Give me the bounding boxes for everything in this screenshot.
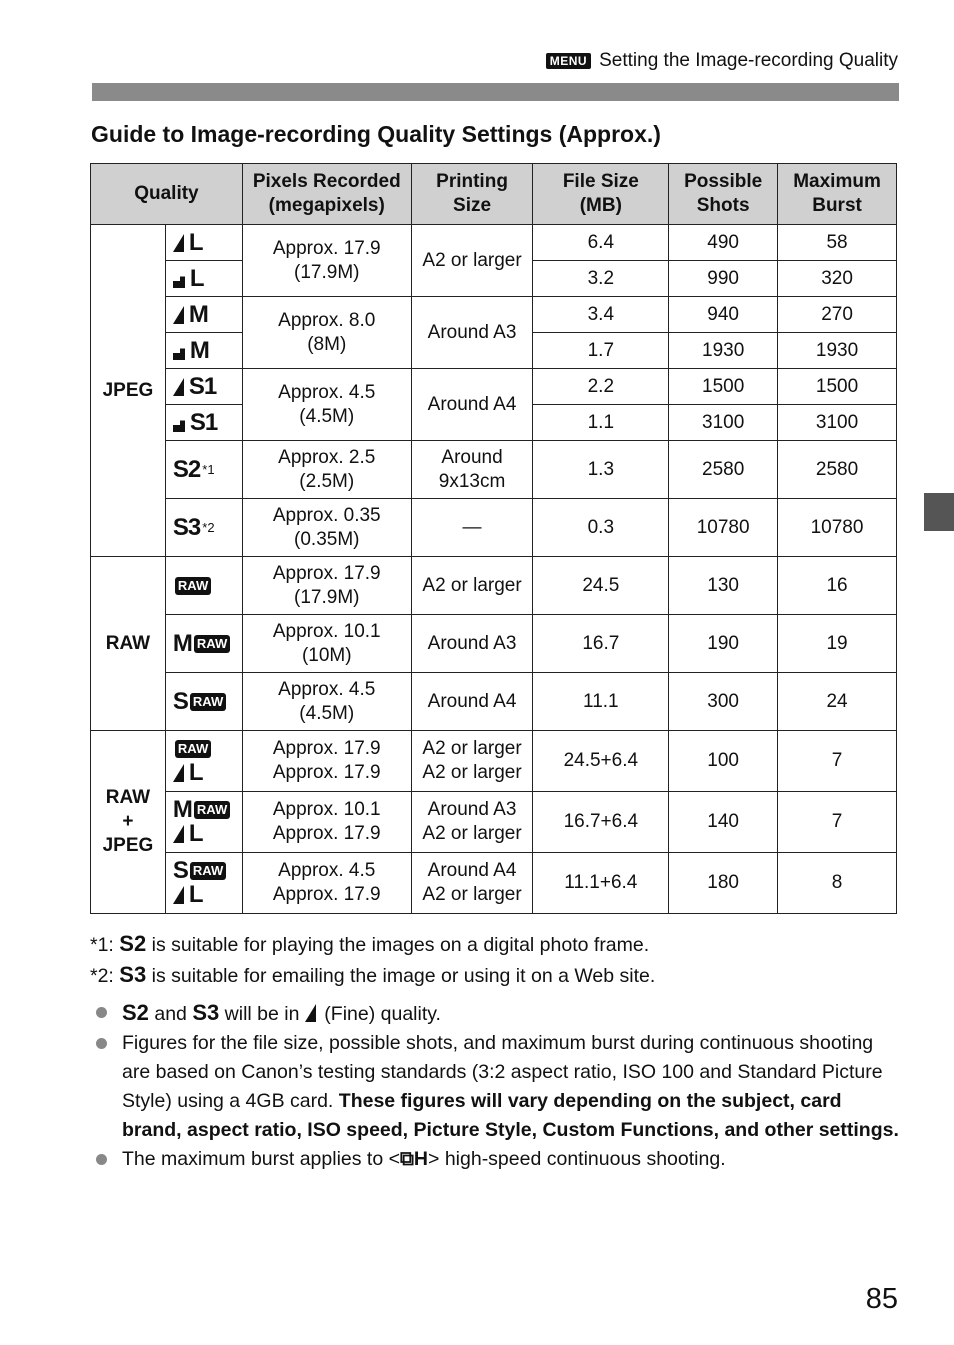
cell-text: 10780 [810,516,864,538]
cell-text: 11.1 [583,690,619,712]
raw-icon: RAW [194,635,230,653]
cell-text: 24.5 [582,574,620,596]
cell-text: 1.3 [587,458,615,480]
cell-text: Approx. 17.9 [272,823,381,844]
pixels-cell [242,853,411,914]
size-symbol: M [189,336,209,364]
cell-text: 19 [826,632,848,654]
filesize-cell [533,333,669,369]
burst-cell [778,441,897,499]
cell-text: 190 [707,632,739,654]
burst-cell [778,731,897,792]
print-cell [411,853,533,914]
print-cell [411,792,533,853]
burst-cell [778,673,897,731]
table-row [91,557,897,615]
cell-text: 7 [831,750,843,771]
quality-symbol: S3 *2 [165,499,242,557]
footnote-2: *2: S3 is suitable for emailing the image or using it on a Web site. [90,962,656,987]
cell-text: 16.7+6.4 [563,811,639,832]
burst-cell [778,333,897,369]
cell-text: 1500 [815,375,859,397]
burst-cell [778,297,897,333]
shots-cell [669,792,778,853]
shots-cell [669,499,778,557]
cell-text: Approx. 17.9 [272,884,381,905]
cell-text: Approx. 17.9 [272,562,381,584]
pixels-cell [242,615,411,673]
burst-cell [778,499,897,557]
filesize-cell [533,673,669,731]
cell-text: 100 [707,750,739,771]
group-label: JPEG [102,835,154,856]
fine-quality-icon [173,306,184,324]
shots-cell [669,261,778,297]
cell-text: 2.2 [587,375,615,397]
shots-cell [669,441,778,499]
group-label: RAW [105,632,151,654]
print-cell [411,615,533,673]
group-label: RAW [105,787,151,808]
pixels-cell [242,441,411,499]
cell-text: 58 [826,231,848,253]
cell-text: (10M) [301,644,352,666]
fine-quality-icon [173,378,184,396]
notes-list [90,998,900,1174]
size-symbol: M [188,300,208,328]
filesize-cell [533,225,669,261]
cell-text: — [462,516,482,538]
cell-text: Approx. 10.1 [272,620,381,642]
size-symbol: S [172,857,188,884]
table-header-row [91,164,897,225]
pixels-cell [242,557,411,615]
shots-cell [669,615,778,673]
print-cell [411,225,533,297]
shots-cell [669,297,778,333]
raw-icon: RAW [190,693,226,711]
cell-text: Approx. 17.9 [272,237,381,259]
cell-text: 2580 [815,458,859,480]
s3-quality-icon: S3 [119,962,147,987]
cell-text: Approx. 4.5 [278,860,376,881]
header-pixels: Pixels Recorded (megapixels) [242,164,411,225]
cell-text: Around [441,446,503,468]
size-symbol: L [188,759,203,786]
cell-text: 3100 [702,411,745,433]
shots-cell [669,225,778,261]
cell-text: 990 [707,267,739,289]
group-label: JPEG [102,379,154,401]
table-row [91,369,897,405]
cell-text: 2580 [702,458,745,480]
cell-text: 270 [821,303,853,325]
header-filesize: File Size (MB) [533,164,669,225]
size-symbol: S3 [172,513,201,541]
size-symbol: S2 [172,455,201,483]
cell-text: Around A4 [427,860,517,881]
raw-icon: RAW [190,862,226,880]
cell-text: Approx. 2.5 [278,446,376,468]
cell-text: 490 [707,231,739,253]
group-label: + [122,811,134,832]
cell-text: Approx. 4.5 [278,381,376,403]
group-jpeg [91,225,166,557]
cell-text: 9x13cm [438,470,506,492]
cell-text: Around A4 [427,393,517,415]
print-cell [411,441,533,499]
group-raw [91,557,166,731]
print-cell [411,673,533,731]
print-cell [411,557,533,615]
pixels-cell [242,225,411,297]
cell-text: (4.5M) [299,405,355,427]
size-symbol: L [189,264,204,292]
header-printing: Printing Size [411,164,533,225]
table-row [91,673,897,731]
list-item: S2 and S3 will be in (Fine) quality. [90,998,900,1029]
cell-text: (17.9M) [294,261,360,283]
cell-text: 6.4 [587,231,615,253]
cell-text: 0.3 [587,516,615,538]
cell-text: 1.1 [587,411,615,433]
table-row [91,615,897,673]
cell-text: A2 or larger [422,738,522,759]
filesize-cell [533,557,669,615]
cell-text: 3.4 [587,303,615,325]
section-title: Setting the Image-recording Quality [599,50,898,71]
header-rule [92,83,899,101]
cell-text: A2 or larger [422,574,522,596]
group-raw-jpeg [91,731,166,914]
list-item: The maximum burst applies to <⧉H> high-speed continuous shooting. [90,1145,900,1174]
cell-text: Approx. 10.1 [272,799,381,820]
burst-cell [778,557,897,615]
table-row [91,499,897,557]
size-symbol: L [188,820,203,847]
continuous-shooting-icon: ⧉H [400,1148,429,1170]
quality-symbol [165,261,242,297]
normal-quality-icon [173,414,185,432]
cell-text: (17.9M) [294,586,360,608]
shots-cell [669,333,778,369]
footnotes [90,929,655,991]
cell-text: (0.35M) [294,528,360,550]
table-row [91,731,897,792]
cell-text: 3.2 [587,267,615,289]
filesize-cell [533,369,669,405]
cell-text: 11.1+6.4 [564,872,638,893]
menu-icon: MENU [546,53,591,69]
quality-symbol [165,853,242,914]
shots-cell [669,731,778,792]
quality-symbol [165,792,242,853]
fine-quality-icon [173,825,184,843]
filesize-cell [533,792,669,853]
quality-table [90,163,897,914]
cell-text: 180 [707,872,739,893]
quality-symbol [165,225,242,261]
pixels-cell [242,731,411,792]
cell-text: 940 [707,303,739,325]
quality-symbol [165,731,242,792]
burst-cell [778,792,897,853]
cell-text: 1930 [702,339,745,361]
bullet-icon [96,1007,107,1018]
bullet-icon [96,1038,107,1049]
cell-text: Approx. 8.0 [278,309,376,331]
burst-cell [778,225,897,261]
running-header [546,50,898,72]
cell-text: Around A3 [427,321,517,343]
quality-symbol [165,405,242,441]
cell-text: A2 or larger [422,762,522,783]
pixels-cell [242,792,411,853]
cell-text: 8 [831,872,843,893]
cell-text: Around A3 [427,632,517,654]
quality-symbol [165,673,242,731]
cell-text: 24 [826,690,848,712]
print-cell [411,731,533,792]
cell-text: Around A4 [427,690,517,712]
burst-cell [778,853,897,914]
quality-symbol: S2 *1 [165,441,242,499]
burst-cell [778,261,897,297]
header-burst: Maximum Burst [778,164,897,225]
cell-text: (4.5M) [299,702,355,724]
shots-cell [669,369,778,405]
footnote-1: *1: S2 is suitable for playing the images on a digital photo frame. [90,931,650,956]
pixels-cell [242,297,411,369]
cell-text: 130 [707,574,739,596]
cell-text: 1500 [702,375,745,397]
cell-text: A2 or larger [422,249,522,271]
quality-symbol [165,557,242,615]
normal-quality-icon [173,270,185,288]
pixels-cell [242,673,411,731]
cell-text: 1.7 [587,339,615,361]
fine-quality-icon [173,234,184,252]
shots-cell [669,405,778,441]
quality-symbol [165,297,242,333]
size-symbol: L [188,881,203,908]
raw-icon: RAW [175,740,211,758]
cell-text: 3100 [815,411,859,433]
cell-text: (8M) [307,333,347,355]
pixels-cell [242,499,411,557]
filesize-cell [533,261,669,297]
burst-cell [778,369,897,405]
table-row [91,225,897,261]
size-symbol: M [172,629,192,657]
filesize-cell [533,441,669,499]
fine-quality-icon [305,1004,316,1022]
list-item: Figures for the file size, possible shots, and maximum burst during continuous shooting are based on Canon’s testing standards (3:2 aspect ratio, ISO 100 and Standard Picture Style) using a 4GB card. These figures will vary depending on the subject, card brand, aspect ratio, ISO speed, Picture Style, Custom Functions, and other settings. [90,1029,900,1145]
chapter-tab [924,493,954,531]
cell-text: 7 [831,811,843,832]
cell-text: 320 [821,267,853,289]
cell-text: 16 [826,574,848,596]
size-symbol: S1 [189,408,218,436]
cell-text: 10780 [696,516,750,538]
raw-icon: RAW [175,577,211,595]
shots-cell [669,673,778,731]
size-symbol: S [172,687,188,715]
burst-cell [778,405,897,441]
cell-text: A2 or larger [422,884,522,905]
size-symbol: L [188,228,203,256]
s2-quality-icon: S2 [119,931,147,956]
cell-text: 16.7 [582,632,620,654]
table-row [91,853,897,914]
shots-cell [669,557,778,615]
bullet-icon [96,1154,107,1165]
size-symbol: S1 [188,372,217,400]
header-shots: Possible Shots [669,164,778,225]
cell-text: Around A3 [427,799,517,820]
s2-quality-icon: S2 [122,1000,149,1025]
pixels-cell [242,369,411,441]
cell-text: 24.5+6.4 [563,750,639,771]
fine-quality-icon [173,886,184,904]
table-row [91,297,897,333]
cell-text: (2.5M) [299,470,355,492]
cell-text: A2 or larger [422,823,522,844]
header-quality: Quality [91,164,243,225]
print-cell [411,369,533,441]
quality-symbol [165,615,242,673]
burst-cell [778,615,897,673]
filesize-cell [533,405,669,441]
filesize-cell [533,731,669,792]
cell-text: 140 [707,811,739,832]
table-row [91,441,897,499]
quality-symbol [165,369,242,405]
quality-symbol [165,333,242,369]
filesize-cell [533,499,669,557]
filesize-cell [533,297,669,333]
normal-quality-icon [173,342,185,360]
page-number: 85 [865,1283,898,1315]
filesize-cell [533,615,669,673]
cell-text: 300 [707,690,739,712]
table-row [91,792,897,853]
cell-text: 1930 [815,339,859,361]
cell-text: Approx. 17.9 [272,738,381,759]
raw-icon: RAW [194,801,230,819]
s3-quality-icon: S3 [192,1000,220,1025]
print-cell [411,297,533,369]
cell-text: Approx. 0.35 [272,504,381,526]
fine-quality-icon [173,764,184,782]
print-cell [411,499,533,557]
page-title: Guide to Image-recording Quality Settings (Approx.) [91,121,661,147]
cell-text: Approx. 4.5 [278,678,376,700]
shots-cell [669,853,778,914]
cell-text: Approx. 17.9 [272,762,381,783]
size-symbol: M [172,796,192,823]
filesize-cell [533,853,669,914]
